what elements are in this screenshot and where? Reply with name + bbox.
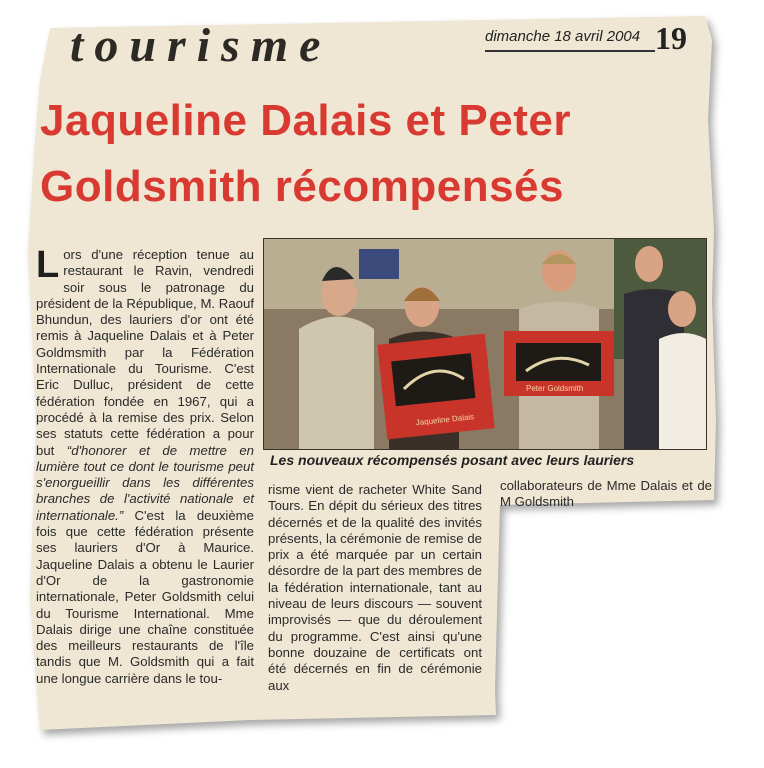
- column-1-quote: “d'honorer et de mettre en lumière tout ce dont le tourisme peut s'enorgueillir dans les différentes branches de l'activité nationale et internationale.”: [36, 442, 254, 523]
- headline-line-2: Goldsmith récompensés: [40, 162, 564, 211]
- section-title: tourisme: [70, 19, 332, 72]
- page-number: 19: [655, 20, 687, 56]
- article-column-2: risme vient de racheter White Sand Tours. En dépit du sérieux des titres décernés et de la qualité des invités présents, la cérémonie de remise de prix a été marquée par un certain désordre de la part des membres de la fédération internationale, tant au niveau de leurs discours — souvent improvisés — que du déroulement du programme. C'est ainsi qu'une bonne douzaine de certificats ont été décernés en fin de cérémonie aux: [268, 482, 482, 693]
- plaque-left-label: Jaqueline Dalais: [415, 412, 475, 428]
- column-1-text: ors d'une réception tenue au restaurant le Ravin, vendredi soir sous le patronage du président de la République, M. Raouf Bhundun, des lauriers d'or ont été remis à Jaqueline Dalais et à Peter Goldmsmith par la Fédération Internationale du Tourisme. C'est Eric Dulluc, président de cette fédération fondée en 1967, qui a procédé à la remise des prix. Selon ses statuts cette fédération a pour but: [36, 247, 254, 458]
- photo-illustration: [264, 239, 706, 449]
- article-headline: [40, 88, 720, 220]
- drop-cap: L: [36, 244, 60, 286]
- article-column-3: collaborateurs de Mme Dalais et de M Goldsmith: [500, 478, 712, 510]
- headline-line-1: Jaqueline Dalais et Peter: [40, 96, 571, 145]
- header-rule: [485, 50, 655, 52]
- article-column-1: [36, 244, 255, 687]
- photo-caption: Les nouveaux récompensés posant avec leurs lauriers: [270, 452, 635, 468]
- column-1-text-continued: C'est la deuxième fois que cette fédération présente ses lauriers d'Or à Maurice. Jaqueline Dalais a obtenu le Laurier d'Or de la gastronomie internationale, Peter Goldsmith celui du Tourisme International. Mme Dalais dirige une chaîne constituée des meilleurs restaurants de l'île tandis que M. Goldsmith qui a fait une longue carrière dans le tou-: [36, 507, 255, 686]
- plaque-right-label: Peter Goldsmith: [526, 384, 584, 393]
- issue-date: dimanche 18 avril 2004: [485, 28, 641, 45]
- award-photo: [263, 238, 707, 450]
- page-header: [70, 18, 710, 72]
